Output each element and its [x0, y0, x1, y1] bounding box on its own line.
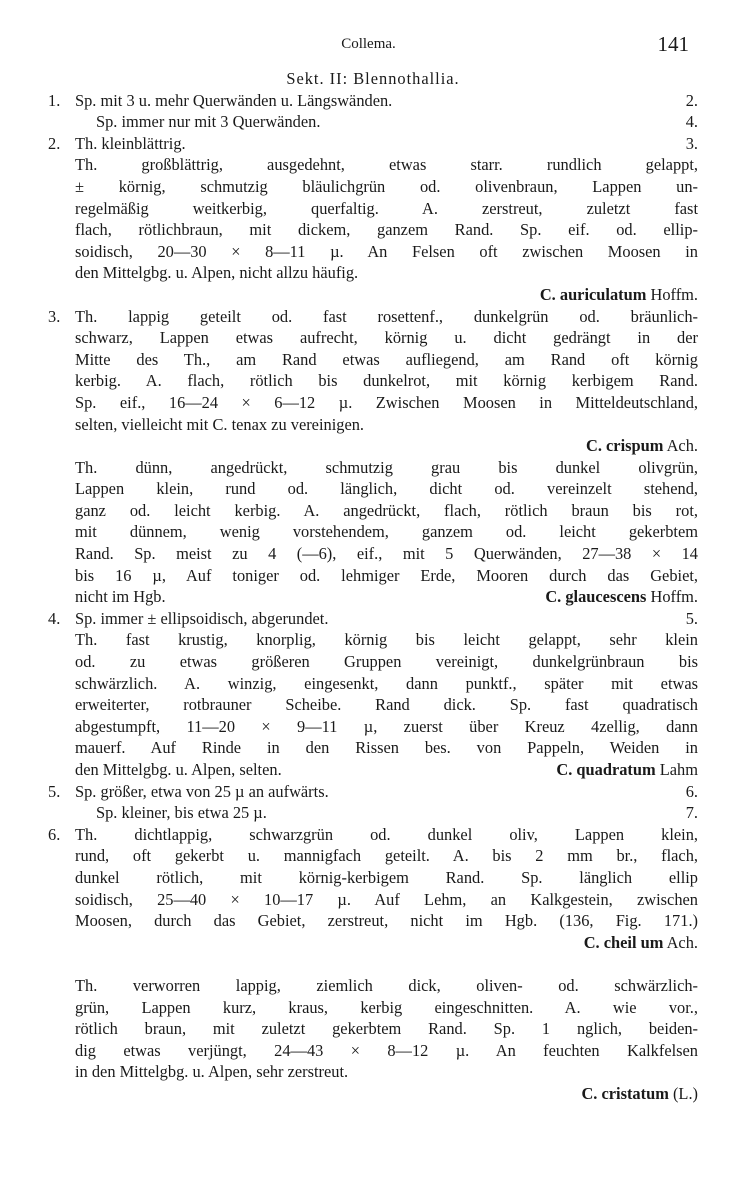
text-line: Th. verworren lappig, ziemlich dick, oliven- od. schwärzlich-: [75, 975, 698, 995]
text-line: rötlich braun, mit zuletzt gekerbtem Rand. Sp. 1 nglich, beiden-: [75, 1019, 698, 1039]
text-line: kerbig. A. flach, rötlich bis dunkelrot, mit körnig kerbigem Rand.: [75, 371, 698, 391]
key-line: 4. Sp. immer ± ellipsoidisch, abgerundet. 5.: [48, 608, 698, 628]
text-line: selten, vielleicht mit C. tenax zu vereinigen.: [75, 414, 365, 434]
text-line: abgestumpft, 11—20 × 9—11 µ, zuerst über Kreuz 4zellig, dann: [75, 716, 698, 736]
text-line: mit dünnem, wenig vorstehendem, ganzem od. leicht gekerbtem: [75, 522, 698, 542]
text-line: regelmäßig weitkerbig, querfaltig. A. zerstreut, zuletzt fast: [75, 198, 698, 218]
text-line: dig etwas verjüngt, 24—43 × 8—12 µ. An feuchten Kalkfelsen: [75, 1040, 698, 1060]
species-name: C. cheil um Ach.: [583, 932, 698, 952]
text-line: Th. großblättrig, ausgedehnt, etwas starr. rundlich gelappt,: [75, 155, 698, 175]
text-line: erweiterter, rotbrauner Scheibe. Rand dick. Sp. fast quadratisch: [75, 695, 698, 715]
text-line: Sp. eif., 16—24 × 6—12 µ. Zwischen Moosen in Mitteldeutschland,: [75, 392, 698, 412]
running-title: Collema.: [341, 36, 396, 52]
key-line: 5. Sp. größer, etwa von 25 µ an aufwärts. 6.: [48, 781, 698, 801]
text-line: schwärzlich. A. winzig, eingesenkt, dann punktf., später mit etwas: [75, 673, 698, 693]
species-name: C. cristatum (L.): [581, 1083, 698, 1103]
text-line: dunkel rötlich, mit körnig-kerbigem Rand. Sp. länglich ellip: [75, 867, 698, 887]
text-line: den Mittelgbg. u. Alpen, selten. C. quadratum Lahm: [75, 760, 698, 779]
text-line: soidisch, 25—40 × 10—17 µ. Auf Lehm, an Kalkgestein, zwischen: [75, 889, 698, 909]
text-line: rund, oft gekerbt u. mannigfach geteilt. A. bis 2 mm br., flach,: [75, 846, 698, 866]
body-text: [48, 68, 698, 1105]
species-name: C. quadratum Lahm: [556, 760, 698, 779]
paragraph-gap: [48, 953, 698, 975]
text-line: soidisch, 20—30 × 8—11 µ. An Felsen oft zwischen Moosen in: [75, 241, 698, 261]
key-line: 2. Th. kleinblättrig. 3.: [48, 133, 698, 153]
section-heading: Sekt. II: Blennothallia.: [286, 69, 460, 88]
page-number: 141: [657, 32, 689, 56]
text-line: Moosen, durch das Gebiet, zerstreut, nicht im Hgb. (136, Fig. 171.): [75, 911, 698, 931]
text-line: grün, Lappen kurz, kraus, kerbig eingeschnitten. A. wie vor.,: [75, 997, 698, 1017]
key-line: 1. Sp. mit 3 u. mehr Querwänden u. Längswänden. 2.: [48, 90, 698, 110]
text-line: in den Mittelgbg. u. Alpen, sehr zerstreut.: [75, 1062, 349, 1082]
key-line: Sp. kleiner, bis etwa 25 µ. 7.: [96, 803, 698, 823]
text-line: od. zu etwas größeren Gruppen vereinigt, dunkelgrünbraun bis: [75, 652, 698, 672]
species-name: C. auriculatum Hoffm.: [539, 284, 698, 304]
text-line: den Mittelgbg. u. Alpen, nicht allzu häufig.: [75, 263, 359, 283]
species-name: C. glaucescens Hoffm.: [545, 587, 698, 607]
text-line: nicht im Hgb. C. glaucescens Hoffm.: [75, 587, 698, 607]
text-line: 3. Th. lappig geteilt od. fast rosettenf., dunkelgrün od. bräunlich-: [48, 306, 698, 326]
text-line: Mitte des Th., am Rand etwas aufliegend, am Rand oft körnig: [75, 349, 698, 369]
text-line: schwarz, Lappen etwas aufrecht, körnig u. dicht gedrängt in der: [75, 328, 698, 348]
species-name: C. crispum Ach.: [585, 436, 698, 456]
text-line: 6. Th. dichtlappig, schwarzgrün od. dunkel oliv, Lappen klein,: [48, 824, 698, 844]
text-line: ± körnig, schmutzig bläulichgrün od. olivenbraun, Lappen un-: [75, 176, 698, 196]
text-line: Th. dünn, angedrückt, schmutzig grau bis dunkel olivgrün,: [75, 457, 698, 477]
text-line: mauerf. Auf Rinde in den Rissen bes. von Pappeln, Weiden in: [75, 738, 698, 758]
text-line: Th. fast krustig, knorplig, körnig bis leicht gelappt, sehr klein: [75, 630, 698, 650]
text-line: Lappen klein, rund od. länglich, dicht od. vereinzelt stehend,: [75, 479, 698, 499]
text-line: bis 16 µ, Auf toniger od. lehmiger Erde, Mooren durch das Gebiet,: [75, 565, 698, 585]
text-line: Rand. Sp. meist zu 4 (—6), eif., mit 5 Querwänden, 27—38 × 14: [75, 544, 698, 564]
key-line: Sp. immer nur mit 3 Querwänden. 4.: [96, 112, 698, 132]
text-line: ganz od. leicht kerbig. A. angedrückt, flach, rötlich braun bis rot,: [75, 500, 698, 520]
text-line: flach, rötlichbraun, mit dickem, ganzem Rand. Sp. eif. od. ellip-: [75, 220, 698, 240]
page-header: [0, 32, 737, 62]
